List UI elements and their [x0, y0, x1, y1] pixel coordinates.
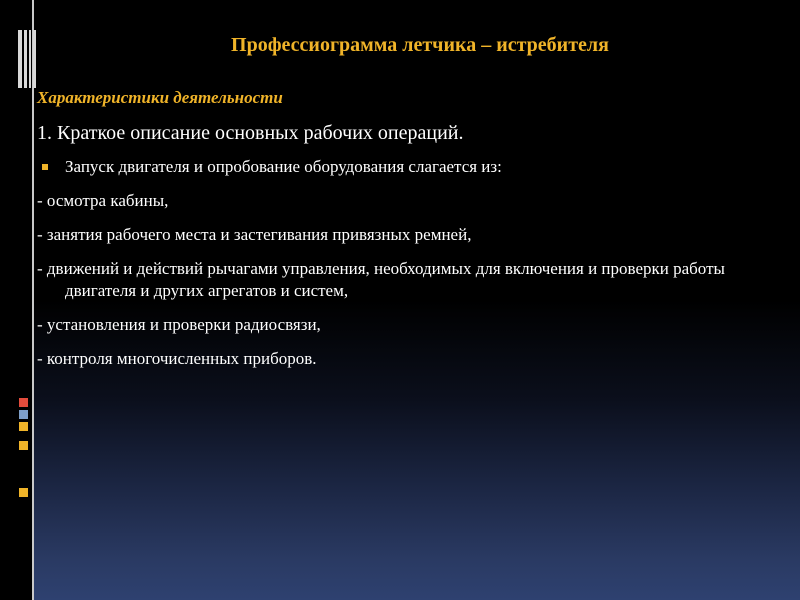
bullet-item — [37, 156, 782, 178]
decorative-bar — [18, 30, 22, 88]
decorative-square — [19, 410, 28, 419]
list-item: - контроля многочисленных приборов. — [37, 349, 317, 368]
decorative-bar — [33, 30, 36, 88]
decorative-square — [19, 488, 28, 497]
list-item: - занятия рабочего места и застегивания привязных ремней, — [37, 225, 472, 244]
slide-subtitle: Характеристики деятельности — [37, 88, 283, 107]
section-heading: 1. Краткое описание основных рабочих операций. — [37, 122, 464, 144]
list-item: - движений и действий рычагами управления, необходимых для включения и проверки работы двигателя и других агрегатов и систем, — [37, 259, 725, 300]
decorative-square — [19, 398, 28, 407]
decorative-bar — [29, 30, 31, 88]
square-bullet-icon — [42, 164, 48, 170]
list-item: - осмотра кабины, — [37, 191, 169, 210]
decorative-square — [19, 441, 28, 450]
slide-title: Профессиограмма летчика – истребителя — [231, 34, 609, 56]
decorative-bar — [24, 30, 27, 88]
list-item: - установления и проверки радиосвязи, — [37, 315, 321, 334]
slide-content — [37, 120, 782, 382]
bottom-decorative-squares — [19, 398, 29, 578]
top-decorative-bars — [18, 30, 38, 88]
bullet-text: Запуск двигателя и опробование оборудования слагается из: — [65, 157, 502, 176]
decorative-square — [19, 422, 28, 431]
